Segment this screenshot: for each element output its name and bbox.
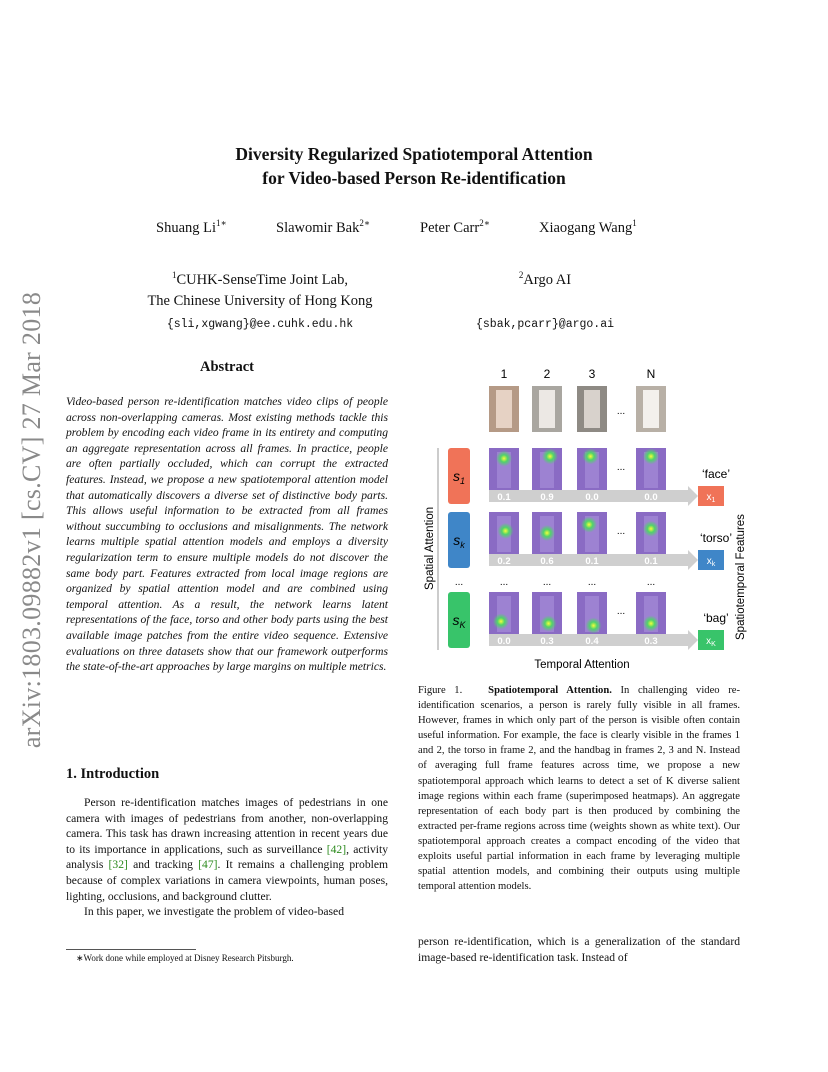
- temporal-weight: 0.1: [497, 492, 511, 503]
- frame-label-n: N: [646, 367, 656, 381]
- feature-label: ‘bag’: [703, 611, 729, 625]
- frame-label-2: 2: [543, 367, 551, 381]
- svg-text:...: ...: [616, 526, 626, 537]
- author-2: Slawomir Bak$^{2∗}$: [276, 218, 370, 236]
- citation-link[interactable]: [47]: [198, 858, 218, 872]
- author-3: Peter Carr$^{2∗}$: [420, 218, 490, 236]
- abstract-text: Video-based person re-identification matches video clips of people across non-overlapping cameras. Most existing methods tackle this problem by encoding each video frame in its entirety and computing an aggregate representation across all frames. In practice, people are often partially occluded, which can corrupt the extracted features. Instead, we propose a new spatiotemporal attention model that automatically discovers a diverse set of distinctive body parts. This allows useful information to be extracted from all frames without succumbing to occlusions and misalignments. The network learns multiple spatial attention models and employs a diversity regularization term to ensure multiple models do not discover the same body part. Features extracted from local image regions are organized by spatial attention model and are combined using temporal attention. As a result, the network learns latent representations of the face, torso and other body parts using the best available image patches from the entire video sequence. Extensive evaluations on three datasets show that our framework outperforms the state-of-the-art approaches by large margins on multiple metrics.: [66, 395, 388, 674]
- arxiv-id-text: arXiv:1803.09882v1 [cs.CV] 27 Mar 2018: [17, 291, 46, 749]
- svg-text:...: ...: [616, 606, 626, 617]
- feature-var: $x_1$: [706, 492, 716, 504]
- arxiv-stamp: [12, 280, 52, 760]
- temporal-weight: 0.6: [540, 556, 554, 567]
- feature-var: $x_K$: [706, 636, 716, 648]
- svg-text:...: ...: [646, 577, 656, 588]
- temporal-weight: 0.1: [644, 556, 658, 567]
- temporal-weight: 0.9: [540, 492, 554, 503]
- svg-text:...: ...: [499, 577, 509, 588]
- title-line-1: Diversity Regularized Spatiotemporal Attention: [235, 144, 593, 164]
- svg-text:...: ...: [587, 577, 597, 588]
- author-1: Shuang $Li^{1∗}$: [156, 218, 227, 236]
- feature-label: ‘torso’: [699, 531, 733, 545]
- feature-var: $x_k$: [706, 556, 716, 568]
- affiliation-2: $^2$Argo AI {sbak,pcarr}@argo.ai: [440, 265, 650, 335]
- svg-text:...: ...: [542, 577, 552, 588]
- spatial-model-label: $s_1$: [452, 468, 466, 486]
- paper-title: [0, 142, 828, 190]
- title-line-2: for Video-based Person Re-identification: [262, 168, 566, 188]
- temporal-weight: 0.4: [585, 636, 599, 647]
- temporal-attention-label: Temporal Attention: [534, 659, 630, 671]
- temporal-weight: 0.0: [585, 492, 599, 503]
- figure-caption: Figure 1. Spatiotemporal Attention. In challenging video re-identification scenarios, a person is rarely fully visible in all frames. However, frames in which only part of the person is visible often contain useful information. For example, the face is clearly visible in the frames 1 and 2, the torso in frame 2, and the handbag in frames 2, 3 and N. Instead of averaging full frame features across time, we propose a new spatiotemporal approach which learns to detect a set of K diverse salient image regions within each frame (superimposed heatmaps). An aggregate representation of each body part is then produced by combining the extracted per-frame regions across time (weights shown as white text). Our spatiotemporal approach creates a compact encoding of the video that exploits useful partial information in each frame by leveraging multiple spatial attention models, and combining their outputs using multiple temporal attention models.: [418, 685, 740, 893]
- citation-link[interactable]: [32]: [108, 858, 128, 872]
- raw-frames-row: [489, 386, 666, 432]
- spatial-model-label: $s_k$: [453, 532, 465, 550]
- email-2: {sbak,pcarr}@argo.ai: [475, 317, 615, 331]
- citation-link[interactable]: [42]: [326, 842, 347, 856]
- frame-label-3: 3: [588, 367, 596, 381]
- temporal-weight: 0.1: [585, 556, 599, 567]
- intro-heading: 1. Introduction: [66, 766, 160, 782]
- abstract-heading: Abstract: [200, 359, 254, 375]
- spatiotemporal-features-label: Spatiotemporal Features: [735, 514, 747, 640]
- feature-label: ‘face’: [701, 467, 731, 481]
- attention-row-2: [448, 512, 732, 570]
- affiliation-1: $^1$CUHK-SenseTime Joint Lab, The Chinese University of Hong Kong {sli,xgwang}@ee.cuhk.edu.hk: [120, 265, 400, 335]
- author-4: Xiaogang Wang$^1$: [539, 218, 637, 236]
- temporal-weight: 0.0: [644, 492, 658, 503]
- footnote: ∗Work done while employed at Disney Research Pitsburgh.: [76, 953, 294, 963]
- footnote-rule: [66, 949, 196, 950]
- email-1: {sli,xgwang}@ee.cuhk.edu.hk: [166, 317, 354, 331]
- right-column-text: person re-identification, which is a generalization of the standard image-based re-identification task. Instead of: [418, 935, 740, 964]
- spatial-attention-label: Spatial Attention: [424, 506, 436, 590]
- frame-label-1: 1: [500, 367, 508, 381]
- temporal-weight: 0.3: [644, 636, 658, 647]
- figure-1: [418, 360, 758, 678]
- attention-row-3: [448, 592, 729, 650]
- temporal-weight: 0.0: [497, 636, 511, 647]
- spatial-model-label: $s_K$: [452, 612, 466, 630]
- temporal-weight: 0.3: [540, 636, 554, 647]
- svg-text:...: ...: [616, 462, 626, 473]
- svg-text:...: ...: [616, 406, 626, 417]
- attention-row-1: [448, 448, 730, 506]
- temporal-weight: 0.2: [497, 556, 511, 567]
- svg-text:...: ...: [454, 577, 464, 588]
- intro-text: Person re-identification matches images of pedestrians in one camera with images of pedestrians from another, non-overlapping camera. This task has drawn increasing attention in recent years due to its importance in applications, such as surveillance [42], activity analysis [32] and tracking [47]. It remains a challenging problem because of complex variations in camera viewpoints, human poses, lighting, occlusions, and background clutter. In this paper, we investigate the problem of video-based: [66, 796, 388, 919]
